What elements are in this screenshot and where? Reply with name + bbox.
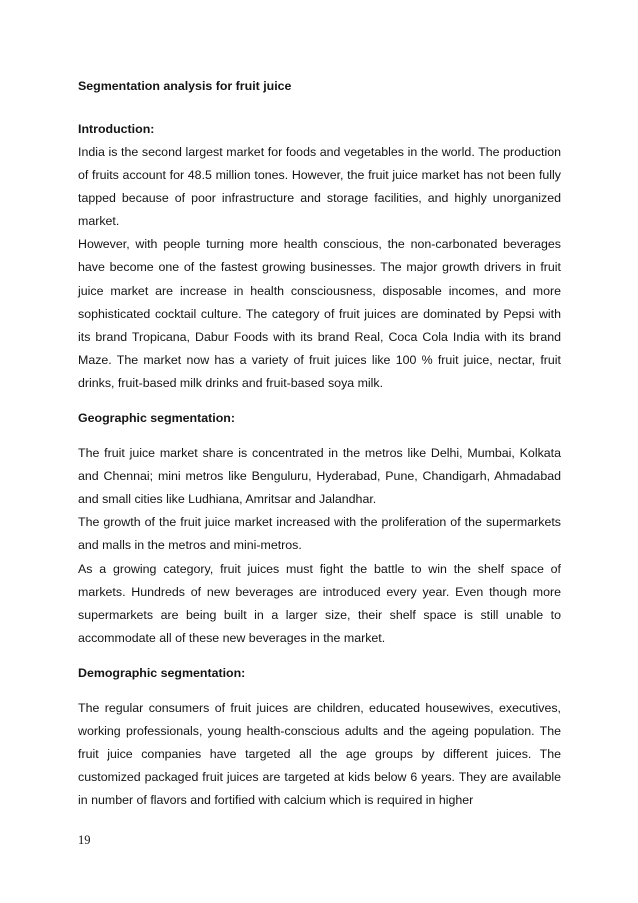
section-geographic-segmentation: [78, 407, 561, 650]
paragraph: The fruit juice market share is concentrated in the metros like Delhi, Mumbai, Kolkata and Chennai; mini metros like Benguluru, Hyderabad, Pune, Chandigarh, Ahmadabad and small cities like Ludhiana, Amritsar and Jalandhar.: [78, 446, 561, 507]
paragraph: The regular consumers of fruit juices are children, educated housewives, executives, working professionals, young health-conscious adults and the ageing population. The fruit juice companies have targeted all the age groups by different juices. The customized packaged fruit juices are targeted at kids below 6 years. They are available in number of flavors and fortified with calcium which is required in higher: [78, 700, 561, 808]
paragraph: The growth of the fruit juice market increased with the proliferation of the supermarkets and malls in the metros and mini-metros.: [78, 515, 561, 553]
document-title: Segmentation analysis for fruit juice: [78, 79, 292, 93]
paragraph: India is the second largest market for foods and vegetables in the world. The production of fruits account for 48.5 million tones. However, the fruit juice market has not been fully tapped because of poor infrastructure and storage facilities, and highly unorganized market.: [78, 145, 561, 229]
page-content: [78, 74, 561, 812]
page-number: 19: [78, 833, 91, 847]
paragraph: However, with people turning more health conscious, the non-carbonated beverages have become one of the fastest growing businesses. The major growth drivers in fruit juice market are increase in health consciousness, disposable incomes, and more sophisticated cocktail culture. The category of fruit juices are dominated by Pepsi with its brand Tropicana, Dabur Foods with its brand Real, Coca Cola India with its brand Maze. The market now has a variety of fruit juices like 100 % fruit juice, nectar, fruit drinks, fruit-based milk drinks and fruit-based soya milk.: [78, 237, 561, 390]
section-introduction: [78, 118, 561, 395]
section-demographic-segmentation: [78, 662, 561, 812]
paragraph: As a growing category, fruit juices must fight the battle to win the shelf space of markets. Hundreds of new beverages are introduced every year. Even though more supermarkets are being built in a larger size, their shelf space is still unable to accommodate all of these new beverages in the market.: [78, 561, 561, 645]
section-heading: Demographic segmentation:: [78, 665, 246, 680]
section-heading: Introduction:: [78, 122, 155, 136]
section-heading: Geographic segmentation:: [78, 411, 235, 426]
